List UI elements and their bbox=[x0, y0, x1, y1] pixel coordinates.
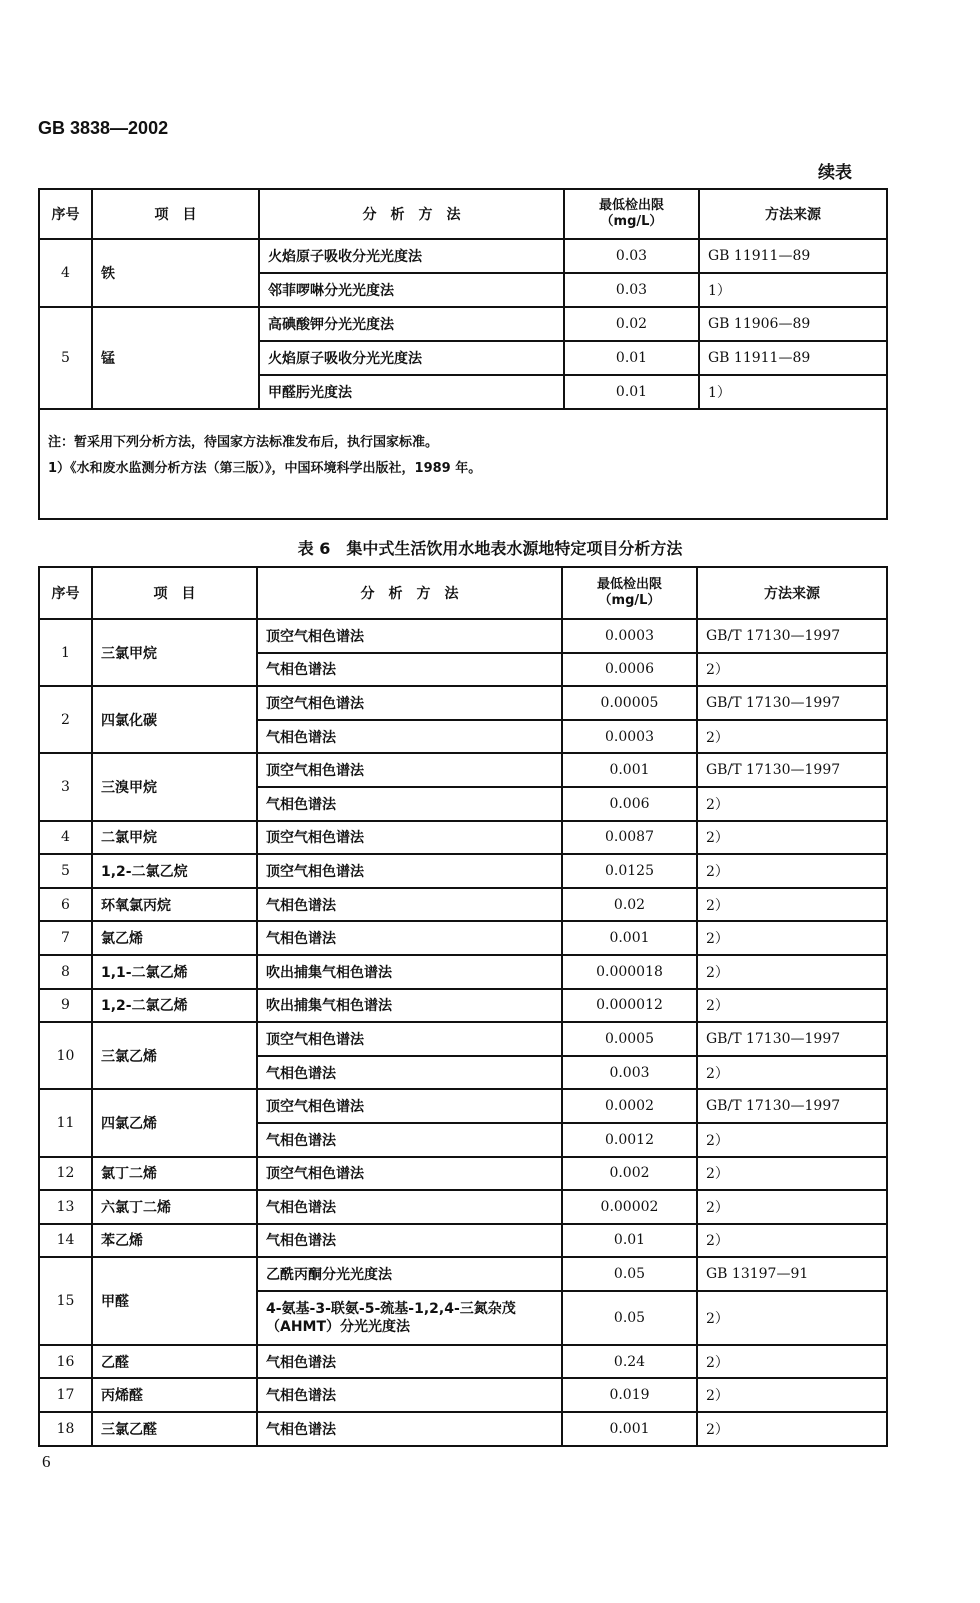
row-number: 13 bbox=[39, 1190, 92, 1224]
item-name: 三氯甲烷 bbox=[92, 619, 257, 686]
row-number: 14 bbox=[39, 1224, 92, 1258]
detection-limit: 0.001 bbox=[562, 1412, 697, 1446]
method-source: 2） bbox=[697, 1291, 887, 1345]
row-number: 4 bbox=[39, 821, 92, 855]
item-name: 甲醛 bbox=[92, 1257, 257, 1345]
table-row bbox=[39, 1089, 887, 1123]
table-row bbox=[39, 1190, 887, 1224]
note-row bbox=[39, 409, 887, 519]
table-row bbox=[39, 307, 887, 341]
analysis-method: 气相色谱法 bbox=[257, 888, 562, 922]
analysis-method: 4-氨基-3-联氨-5-巯基-1,2,4-三氮杂茂（AHMT）分光光度法 bbox=[257, 1291, 562, 1345]
header-item: 项 目 bbox=[92, 189, 259, 239]
table-row bbox=[39, 239, 887, 273]
analysis-method: 乙酰丙酮分光光度法 bbox=[257, 1257, 562, 1291]
analysis-method: 火焰原子吸收分光光度法 bbox=[259, 239, 564, 273]
detection-limit: 0.02 bbox=[562, 888, 697, 922]
analysis-method: 气相色谱法 bbox=[257, 653, 562, 687]
table-row bbox=[39, 989, 887, 1023]
row-number: 15 bbox=[39, 1257, 92, 1345]
analysis-method: 气相色谱法 bbox=[257, 787, 562, 821]
method-source: 2） bbox=[697, 921, 887, 955]
item-name: 氯乙烯 bbox=[92, 921, 257, 955]
method-source: GB 11906—89 bbox=[699, 307, 887, 341]
detection-limit: 0.0087 bbox=[562, 821, 697, 855]
header-no: 序号 bbox=[39, 189, 92, 239]
row-number: 7 bbox=[39, 921, 92, 955]
analysis-method: 邻菲啰啉分光光度法 bbox=[259, 273, 564, 307]
header-source: 方法来源 bbox=[697, 567, 887, 619]
analysis-method: 甲醛肟光度法 bbox=[259, 375, 564, 409]
item-name: 1,1-二氯乙烯 bbox=[92, 955, 257, 989]
item-name: 三氯乙醛 bbox=[92, 1412, 257, 1446]
detection-limit: 0.0006 bbox=[562, 653, 697, 687]
detection-limit: 0.01 bbox=[562, 1224, 697, 1258]
continued-table bbox=[38, 188, 888, 520]
item-name: 1,2-二氯乙烷 bbox=[92, 854, 257, 888]
analysis-method: 气相色谱法 bbox=[257, 1412, 562, 1446]
row-number: 17 bbox=[39, 1378, 92, 1412]
row-number: 12 bbox=[39, 1157, 92, 1191]
detection-limit: 0.00005 bbox=[562, 686, 697, 720]
method-source: 2） bbox=[697, 1378, 887, 1412]
table-row bbox=[39, 1412, 887, 1446]
detection-limit: 0.01 bbox=[564, 341, 699, 375]
method-source: 2） bbox=[697, 1056, 887, 1090]
table-header-row bbox=[39, 567, 887, 619]
detection-limit: 0.0005 bbox=[562, 1022, 697, 1056]
method-source: 2） bbox=[697, 989, 887, 1023]
method-source: 2） bbox=[697, 1345, 887, 1379]
item-name: 四氯乙烯 bbox=[92, 1089, 257, 1156]
detection-limit: 0.02 bbox=[564, 307, 699, 341]
note-line-1: 注：暂采用下列分析方法，待国家方法标准发布后，执行国家标准。 bbox=[48, 435, 439, 450]
table-row bbox=[39, 1378, 887, 1412]
method-source: 2） bbox=[697, 1123, 887, 1157]
table-row bbox=[39, 1257, 887, 1291]
analysis-method: 火焰原子吸收分光光度法 bbox=[259, 341, 564, 375]
analysis-method: 气相色谱法 bbox=[257, 1345, 562, 1379]
table-row bbox=[39, 1022, 887, 1056]
row-number: 4 bbox=[39, 239, 92, 307]
detection-limit: 0.019 bbox=[562, 1378, 697, 1412]
row-number: 16 bbox=[39, 1345, 92, 1379]
header-method: 分 析 方 法 bbox=[259, 189, 564, 239]
detection-limit: 0.000012 bbox=[562, 989, 697, 1023]
method-source: 2） bbox=[697, 720, 887, 754]
table-row bbox=[39, 854, 887, 888]
detection-limit: 0.00002 bbox=[562, 1190, 697, 1224]
header-method: 分 析 方 法 bbox=[257, 567, 562, 619]
table-row bbox=[39, 1224, 887, 1258]
table-row bbox=[39, 821, 887, 855]
analysis-method: 气相色谱法 bbox=[257, 1056, 562, 1090]
table6-body bbox=[39, 619, 887, 1446]
method-source: GB/T 17130—1997 bbox=[697, 619, 887, 653]
table6-title: 表 6 集中式生活饮用水地表水源地特定项目分析方法 bbox=[297, 539, 683, 558]
item-name: 1,2-二氯乙烯 bbox=[92, 989, 257, 1023]
detection-limit: 0.001 bbox=[562, 921, 697, 955]
analysis-method: 气相色谱法 bbox=[257, 1378, 562, 1412]
item-name: 丙烯醛 bbox=[92, 1378, 257, 1412]
detection-limit: 0.003 bbox=[562, 1056, 697, 1090]
analysis-method: 吹出捕集气相色谱法 bbox=[257, 989, 562, 1023]
table-row bbox=[39, 888, 887, 922]
row-number: 18 bbox=[39, 1412, 92, 1446]
method-source: 1） bbox=[699, 375, 887, 409]
method-source: GB 11911—89 bbox=[699, 341, 887, 375]
analysis-method: 顶空气相色谱法 bbox=[257, 686, 562, 720]
table-row bbox=[39, 1345, 887, 1379]
item-name: 乙醛 bbox=[92, 1345, 257, 1379]
detection-limit: 0.0125 bbox=[562, 854, 697, 888]
detection-limit: 0.0003 bbox=[562, 720, 697, 754]
item-name: 三溴甲烷 bbox=[92, 753, 257, 820]
item-name: 铁 bbox=[92, 239, 259, 307]
detection-limit: 0.05 bbox=[562, 1257, 697, 1291]
row-number: 11 bbox=[39, 1089, 92, 1156]
analysis-method: 顶空气相色谱法 bbox=[257, 1089, 562, 1123]
detection-limit: 0.03 bbox=[564, 239, 699, 273]
page-number: 6 bbox=[42, 1452, 51, 1471]
header-source: 方法来源 bbox=[699, 189, 887, 239]
analysis-method: 气相色谱法 bbox=[257, 720, 562, 754]
method-source: GB 13197—91 bbox=[697, 1257, 887, 1291]
item-name: 锰 bbox=[92, 307, 259, 409]
continued-label: 续表 bbox=[818, 163, 852, 183]
row-number: 3 bbox=[39, 753, 92, 820]
header-limit bbox=[564, 189, 699, 239]
method-source: 2） bbox=[697, 1224, 887, 1258]
row-number: 5 bbox=[39, 854, 92, 888]
table-row bbox=[39, 619, 887, 653]
detection-limit: 0.05 bbox=[562, 1291, 697, 1345]
analysis-method: 气相色谱法 bbox=[257, 1190, 562, 1224]
method-source: 2） bbox=[697, 1190, 887, 1224]
method-source: GB/T 17130—1997 bbox=[697, 1022, 887, 1056]
method-source: GB 11911—89 bbox=[699, 239, 887, 273]
method-source: GB/T 17130—1997 bbox=[697, 753, 887, 787]
analysis-method: 气相色谱法 bbox=[257, 1123, 562, 1157]
table6 bbox=[38, 566, 888, 1447]
detection-limit: 0.0003 bbox=[562, 619, 697, 653]
method-source: 2） bbox=[697, 854, 887, 888]
detection-limit: 0.0002 bbox=[562, 1089, 697, 1123]
header-limit bbox=[562, 567, 697, 619]
analysis-method: 高碘酸钾分光光度法 bbox=[259, 307, 564, 341]
table-row bbox=[39, 753, 887, 787]
item-name: 氯丁二烯 bbox=[92, 1157, 257, 1191]
row-number: 2 bbox=[39, 686, 92, 753]
table-row bbox=[39, 686, 887, 720]
method-source: 2） bbox=[697, 888, 887, 922]
analysis-method: 吹出捕集气相色谱法 bbox=[257, 955, 562, 989]
row-number: 9 bbox=[39, 989, 92, 1023]
header-limit-text: 最低检出限 （mg/L） bbox=[596, 577, 662, 608]
analysis-method: 气相色谱法 bbox=[257, 1224, 562, 1258]
table-row bbox=[39, 955, 887, 989]
table-row bbox=[39, 1157, 887, 1191]
row-number: 10 bbox=[39, 1022, 92, 1089]
item-name: 苯乙烯 bbox=[92, 1224, 257, 1258]
method-source: 2） bbox=[697, 787, 887, 821]
analysis-method: 顶空气相色谱法 bbox=[257, 753, 562, 787]
continued-table-body bbox=[39, 239, 887, 409]
table-header-row bbox=[39, 189, 887, 239]
row-number: 1 bbox=[39, 619, 92, 686]
detection-limit: 0.000018 bbox=[562, 955, 697, 989]
method-source: 2） bbox=[697, 1412, 887, 1446]
header-item: 项 目 bbox=[92, 567, 257, 619]
header-limit-text: 最低检出限 （mg/L） bbox=[598, 198, 664, 229]
analysis-method: 气相色谱法 bbox=[257, 921, 562, 955]
detection-limit: 0.001 bbox=[562, 753, 697, 787]
analysis-method: 顶空气相色谱法 bbox=[257, 1022, 562, 1056]
note-cell bbox=[39, 409, 887, 519]
analysis-method: 顶空气相色谱法 bbox=[257, 854, 562, 888]
detection-limit: 0.03 bbox=[564, 273, 699, 307]
item-name: 环氧氯丙烷 bbox=[92, 888, 257, 922]
detection-limit: 0.24 bbox=[562, 1345, 697, 1379]
method-source: 2） bbox=[697, 955, 887, 989]
analysis-method: 顶空气相色谱法 bbox=[257, 619, 562, 653]
detection-limit: 0.0012 bbox=[562, 1123, 697, 1157]
item-name: 六氯丁二烯 bbox=[92, 1190, 257, 1224]
note-line-2: 1）《水和废水监测分析方法（第三版）》，中国环境科学出版社，1989 年。 bbox=[48, 461, 482, 476]
table-row bbox=[39, 921, 887, 955]
detection-limit: 0.006 bbox=[562, 787, 697, 821]
item-name: 四氯化碳 bbox=[92, 686, 257, 753]
row-number: 5 bbox=[39, 307, 92, 409]
method-source: GB/T 17130—1997 bbox=[697, 1089, 887, 1123]
method-source: GB/T 17130—1997 bbox=[697, 686, 887, 720]
analysis-method: 顶空气相色谱法 bbox=[257, 821, 562, 855]
header-no: 序号 bbox=[39, 567, 92, 619]
item-name: 二氯甲烷 bbox=[92, 821, 257, 855]
detection-limit: 0.002 bbox=[562, 1157, 697, 1191]
method-source: 2） bbox=[697, 653, 887, 687]
analysis-method: 顶空气相色谱法 bbox=[257, 1157, 562, 1191]
row-number: 6 bbox=[39, 888, 92, 922]
standard-code: GB 3838—2002 bbox=[38, 118, 169, 138]
method-source: 1） bbox=[699, 273, 887, 307]
row-number: 8 bbox=[39, 955, 92, 989]
detection-limit: 0.01 bbox=[564, 375, 699, 409]
method-source: 2） bbox=[697, 821, 887, 855]
method-source: 2） bbox=[697, 1157, 887, 1191]
item-name: 三氯乙烯 bbox=[92, 1022, 257, 1089]
